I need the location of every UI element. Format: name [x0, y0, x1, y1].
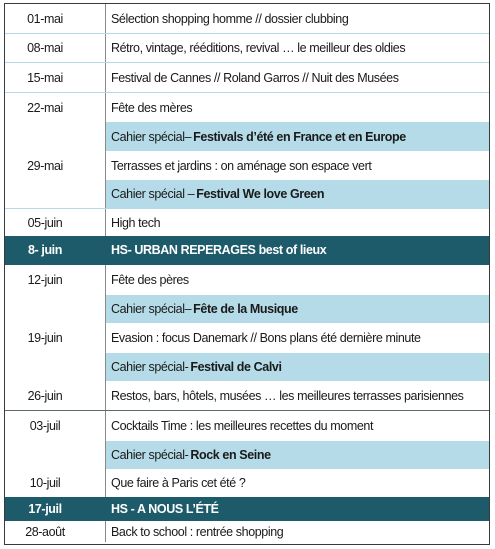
- row-date: 01-mai: [27, 11, 63, 26]
- special-prefix: Cahier spécial–: [111, 129, 192, 144]
- table-row: [5, 4, 489, 34]
- row-topic: Fête des pères: [111, 273, 189, 287]
- special-issue-band: [105, 295, 489, 323]
- row-date: 08-mai: [27, 41, 63, 55]
- row-date: 19-juin: [27, 331, 63, 345]
- table-row-special: [5, 441, 489, 469]
- table-row: [5, 151, 489, 180]
- row-date: 12-juin: [27, 273, 63, 287]
- row-topic: Festival de Cannes // Roland Garros // Nuit des Musées: [111, 70, 399, 85]
- editorial-calendar-table: [4, 3, 490, 545]
- row-date: 28-août: [25, 524, 65, 539]
- table-row-hors-serie: [5, 497, 489, 521]
- row-topic: HS - A NOUS L’ÉTÉ: [111, 501, 219, 516]
- special-title: Rock en Seine: [190, 448, 271, 462]
- row-date: 17-juil: [28, 501, 62, 516]
- row-date: 8- juin: [27, 243, 62, 257]
- row-topic: Back to school : rentrée shopping: [111, 524, 284, 539]
- row-topic: Sélection shopping homme // dossier clubbing: [111, 11, 349, 26]
- table-row: [5, 521, 489, 542]
- row-date: 03-juil: [29, 419, 61, 433]
- row-date: 05-juin: [27, 215, 63, 230]
- special-title: Festival We love Green: [196, 187, 325, 201]
- table-row: [5, 381, 489, 411]
- special-issue-band: [105, 441, 489, 469]
- table-row: [5, 34, 489, 63]
- special-issue-band: [105, 122, 489, 151]
- special-issue-band: [105, 180, 489, 208]
- row-date: 26-juin: [27, 388, 63, 403]
- table-row: [5, 93, 489, 122]
- row-date: 15-mai: [27, 70, 63, 85]
- table-row: [5, 469, 489, 497]
- table-row: [5, 323, 489, 353]
- table-row-special: [5, 122, 489, 151]
- table-row: [5, 411, 489, 441]
- special-prefix: Cahier spécial –: [111, 187, 195, 201]
- row-topic: Rétro, vintage, rééditions, revival … le meilleur des oldies: [111, 41, 406, 55]
- row-topic: HS- URBAN REPERAGES best of lieux: [111, 243, 327, 257]
- special-prefix: Cahier spécial-: [111, 360, 189, 374]
- special-title: Festival de Calvi: [190, 360, 282, 374]
- row-topic: Restos, bars, hôtels, musées … les meilleures terrasses parisiennes: [111, 388, 464, 403]
- row-topic: High tech: [111, 215, 161, 230]
- row-topic: Cocktails Time : les meilleures recettes du moment: [111, 419, 374, 433]
- table-row-hors-serie: [5, 236, 489, 265]
- row-topic: Evasion : focus Danemark // Bons plans été dernière minute: [111, 331, 421, 345]
- table-row-special: [5, 353, 489, 381]
- row-date: 29-mai: [27, 158, 63, 173]
- row-date: 10-juil: [29, 476, 61, 490]
- table-row: [5, 63, 489, 93]
- special-title: Fête de la Musique: [193, 302, 298, 316]
- table-row: [5, 209, 489, 236]
- special-issue-band: [105, 353, 489, 381]
- row-date: 22-mai: [27, 100, 63, 115]
- table-row: [5, 265, 489, 295]
- row-topic: Terrasses et jardins : on aménage son espace vert: [111, 158, 372, 173]
- special-prefix: Cahier spécial–: [111, 302, 192, 316]
- row-topic: Que faire à Paris cet été ?: [111, 476, 246, 490]
- table-row-special: [5, 180, 489, 209]
- table-row-special: [5, 295, 489, 323]
- special-title: Festivals d’été en France et en Europe: [193, 129, 406, 144]
- special-prefix: Cahier spécial-: [111, 448, 189, 462]
- row-topic: Fête des mères: [111, 100, 193, 115]
